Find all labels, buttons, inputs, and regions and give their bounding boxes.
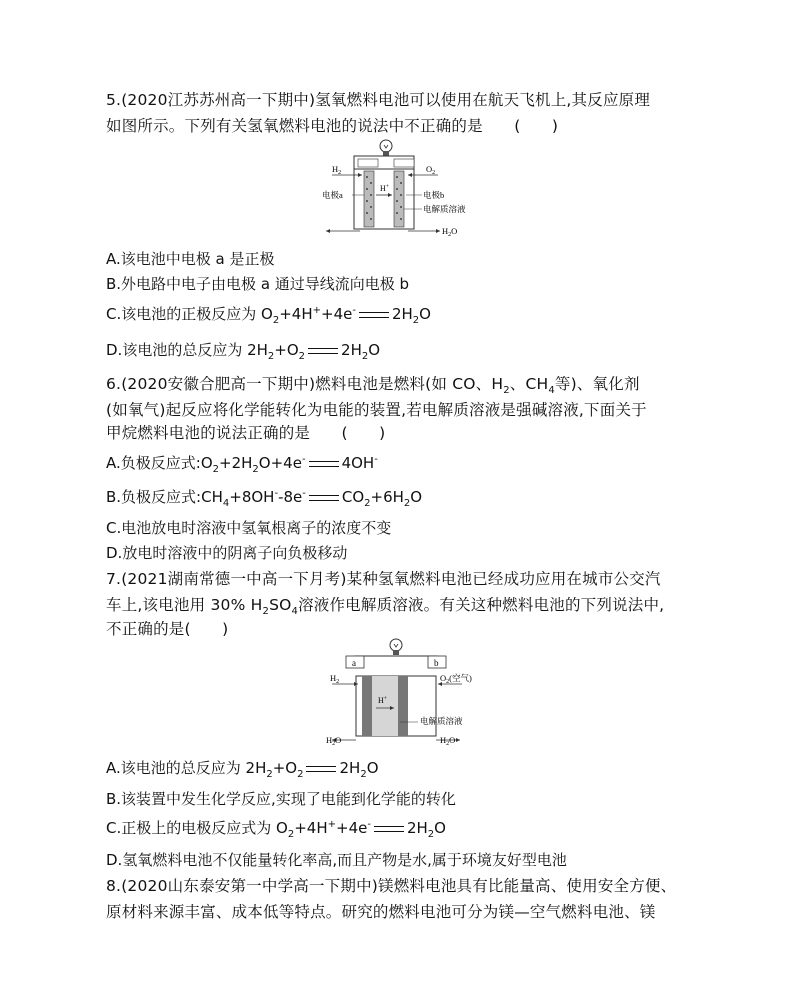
svg-text:H+: H+ xyxy=(380,184,390,193)
q7-stem-line2: 车上,该电池用 30% $H_2SO_4$溶液作电解质溶液。有关这种燃料电池的下列说法中, xyxy=(106,596,665,618)
q7-stem-line1: 7.(2021湖南常德一中高一下月考)某种氢氧燃料电池已经成功应用在城市公交汽 xyxy=(106,570,661,588)
h2-label: H xyxy=(332,164,339,174)
q5-stem-line1: 5.(2020江苏苏州高一下期中)氢氧燃料电池可以使用在航天飞机上,其反应原理 xyxy=(106,91,651,109)
electrolyte-label: 电解质溶液 xyxy=(420,716,463,726)
svg-text:H2O: $H_2O$ xyxy=(440,735,456,747)
svg-text:H2O: $H_2O$ xyxy=(326,735,342,747)
bulb-icon xyxy=(380,140,392,156)
svg-text:O2(空气): $O_2$(空气) xyxy=(440,673,472,685)
q6-option-d[interactable]: D.放电时溶液中的阴离子向负极移动 xyxy=(106,544,348,562)
h2o-right-label: H xyxy=(440,735,447,745)
q7-option-b[interactable]: B.该装置中发生化学反应,实现了电能到化学能的转化 xyxy=(106,790,456,808)
q5-option-d[interactable]: D.该电池的总反应为 $2H_2+O_2$ $2H_2O$ xyxy=(106,341,381,362)
bulb-icon xyxy=(390,639,402,655)
electrode-a-label: 电极a xyxy=(322,190,343,200)
h2o-left-label: H xyxy=(326,735,333,745)
equals-double-line xyxy=(309,495,339,501)
q6-stem-line2: (如氧气)起反应将化学能转化为电能的装置,若电解质溶液是强碱溶液,下面关于 xyxy=(106,401,647,419)
h-plus-label: H xyxy=(378,696,384,705)
q6-stem-line3: 甲烷燃料电池的说法正确的是 ( ) xyxy=(106,424,386,442)
q6-stem-line1: 6.(2020安徽合肥高一下期中)燃料电池是燃料(如 CO、$H_2$、$CH_4$等)、氧化剂 xyxy=(106,375,640,397)
q7-fuel-cell-diagram xyxy=(322,636,482,748)
q7-option-d[interactable]: D.氢氧燃料电池不仅能量转化率高,而且产物是水,属于环境友好型电池 xyxy=(106,851,567,869)
q7-option-c[interactable]: C.正极上的电极反应式为 $O_2+4H^++4e^-$ $2H_2O$ xyxy=(106,819,446,840)
q5-stem-line2: 如图所示。下列有关氢氧燃料电池的说法中不正确的是 ( ) xyxy=(106,117,559,135)
equals-double-line xyxy=(374,826,404,832)
q5-option-c[interactable]: C.该电池的正极反应为 $O_2+4H^++4e^-$ $2H_2O$ xyxy=(106,305,431,326)
q8-stem-line2: 原材料来源丰富、成本低等特点。研究的燃料电池可分为镁—空气燃料电池、镁 xyxy=(106,903,656,921)
q6-option-b[interactable]: B.负极反应式$:CH_4+8OH^--8e^-$ $CO_2+6H_2O$ xyxy=(106,488,423,509)
equals-double-line xyxy=(306,766,336,772)
o2-label: O xyxy=(426,164,433,174)
q8-stem-line1: 8.(2020山东泰安第一中学高一下期中)镁燃料电池具有比能量高、使用安全方便、 xyxy=(106,877,677,895)
h-plus-label: H xyxy=(380,184,386,193)
q6-option-c[interactable]: C.电池放电时溶液中氢氧根离子的浓度不变 xyxy=(106,519,392,537)
q6-option-a[interactable]: A.负极反应式$:O_2+2H_2O+4e^-$ 4OH- xyxy=(106,454,378,475)
electrode-b-label: 电极b xyxy=(423,190,445,200)
svg-text:H+: H+ xyxy=(378,696,388,705)
svg-text:H2O: $H_2O$ xyxy=(442,226,458,238)
q5-fuel-cell-diagram xyxy=(318,137,478,240)
svg-text:H2: $H_2$ xyxy=(332,164,342,176)
h2-label: H xyxy=(330,673,337,683)
equals-double-line xyxy=(309,461,339,467)
svg-text:O2: $O_2$ xyxy=(426,164,436,176)
h2o-label: H xyxy=(442,226,449,236)
q5-option-b[interactable]: B.外电路中电子由电极 a 通过导线流向电极 b xyxy=(106,275,410,293)
q5-option-a[interactable]: A.该电池中电极 a 是正极 xyxy=(106,250,275,268)
o2-air-label: O xyxy=(440,673,447,683)
electrolyte-label: 电解质溶液 xyxy=(423,204,466,214)
terminal-b-label: b xyxy=(434,658,439,668)
svg-text:H2: $H_2$ xyxy=(330,673,340,685)
terminal-a-label: a xyxy=(352,658,356,668)
equals-double-line xyxy=(359,312,389,318)
q7-option-a[interactable]: A.该电池的总反应为 $2H_2+O_2$ $2H_2O$ xyxy=(106,759,379,780)
q7-stem-line3: 不正确的是( ) xyxy=(106,620,229,638)
equals-double-line xyxy=(308,348,338,354)
